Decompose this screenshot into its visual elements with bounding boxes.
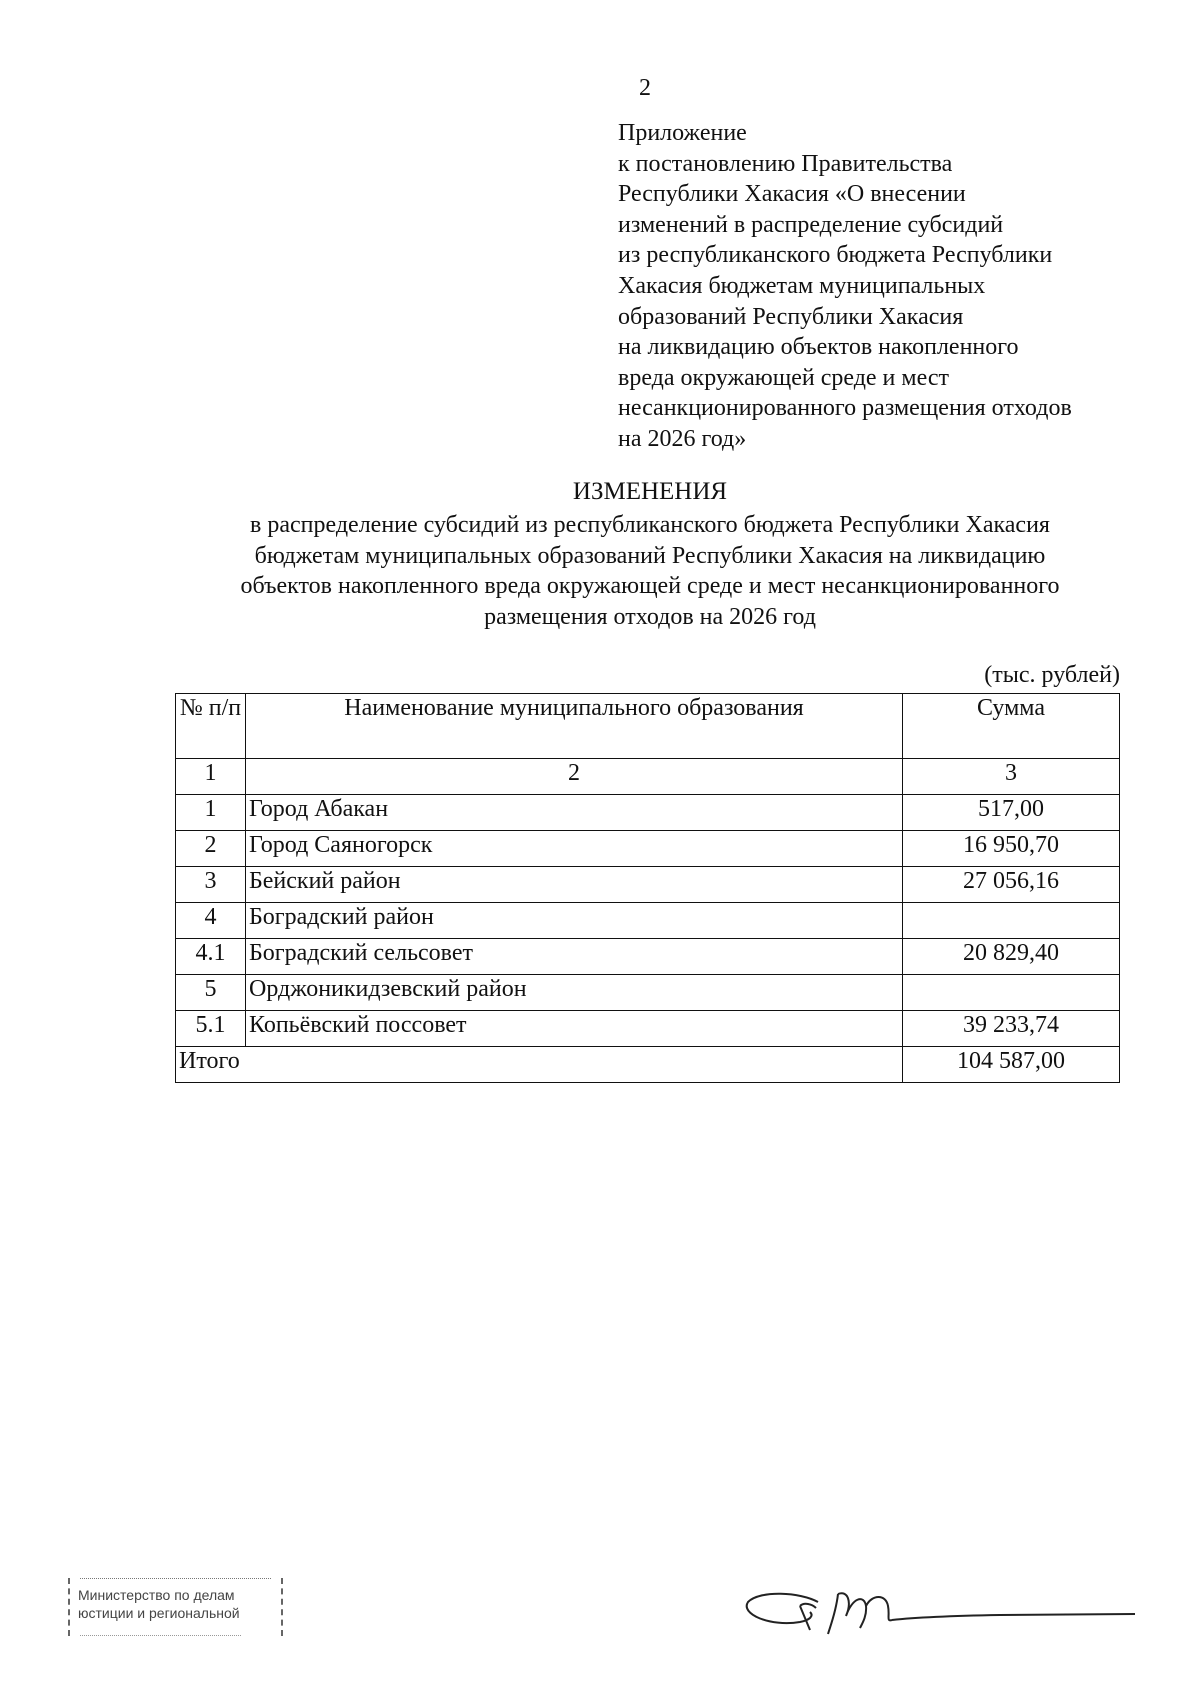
appendix-line: из республиканского бюджета Республики: [618, 242, 1053, 269]
document-subtitle: [180, 510, 1120, 632]
stamp-line: Министерство по делам: [78, 1587, 235, 1603]
column-number: 2: [246, 759, 903, 795]
total-sum: 104 587,00: [903, 1047, 1120, 1083]
subtitle-line: объектов накопленного вреда окружающей среде и мест несанкционированного: [240, 573, 1060, 599]
table-row: [176, 939, 1120, 975]
subsidy-sum: 20 829,40: [903, 939, 1120, 975]
subtitle-line: размещения отходов на 2026 год: [484, 603, 816, 630]
header-number: № п/п: [176, 694, 246, 759]
appendix-line: Приложение: [618, 120, 747, 146]
appendix-line: изменений в распределение субсидий: [618, 211, 1004, 238]
subtitle-line: бюджетам муниципальных образований Республики Хакасия на ликвидацию: [254, 542, 1046, 569]
appendix-line: на 2026 год»: [618, 425, 747, 452]
row-number: 2: [176, 831, 246, 867]
table-row: [176, 831, 1120, 867]
table-row: [176, 903, 1120, 939]
municipality-name: Копьёвский поссовет: [246, 1011, 903, 1047]
row-number: 5.1: [176, 1011, 246, 1047]
stamp-line: юстиции и региональной: [78, 1605, 240, 1621]
subsidy-sum: 517,00: [903, 795, 1120, 831]
municipality-name: Боградский сельсовет: [246, 939, 903, 975]
signature: [740, 1572, 1140, 1642]
table-row: [176, 795, 1120, 831]
row-number: 1: [176, 795, 246, 831]
column-number: 1: [176, 759, 246, 795]
registration-stamp: [68, 1578, 283, 1636]
appendix-line: к постановлению Правительства: [618, 150, 953, 177]
row-number: 4: [176, 903, 246, 939]
subsidy-sum: [903, 903, 1120, 939]
table-row: [176, 1011, 1120, 1047]
units-label: (тыс. рублей): [984, 662, 1120, 688]
subsidy-sum: 39 233,74: [903, 1011, 1120, 1047]
subtitle-line: в распределение субсидий из республиканского бюджета Республики Хакасия: [250, 512, 1050, 538]
municipality-name: Орджоникидзевский район: [246, 975, 903, 1011]
municipality-name: Бейский район: [246, 867, 903, 903]
municipality-name: Город Саяногорск: [246, 831, 903, 867]
table-header-row: [176, 694, 1120, 759]
subsidy-sum: 16 950,70: [903, 831, 1120, 867]
table-row: [176, 867, 1120, 903]
table-total-row: [176, 1047, 1120, 1083]
appendix-line: образований Республики Хакасия: [618, 303, 964, 330]
table-row: [176, 975, 1120, 1011]
column-number-row: [176, 759, 1120, 795]
page-number: 2: [639, 75, 651, 101]
row-number: 4.1: [176, 939, 246, 975]
subsidy-sum: 27 056,16: [903, 867, 1120, 903]
subsidy-sum: [903, 975, 1120, 1011]
municipality-name: Город Абакан: [246, 795, 903, 831]
appendix-line: Хакасия бюджетам муниципальных: [618, 272, 986, 299]
appendix-header: [618, 118, 1138, 455]
header-name: Наименование муниципального образования: [246, 694, 903, 759]
subsidy-table: [175, 693, 1120, 1083]
appendix-line: Республики Хакасия «О внесении: [618, 181, 966, 208]
appendix-line: несанкционированного размещения отходов: [618, 395, 1072, 422]
appendix-line: на ликвидацию объектов накопленного: [618, 334, 1019, 361]
appendix-line: вреда окружающей среде и мест: [618, 364, 949, 391]
document-title: ИЗМЕНЕНИЯ: [572, 478, 728, 505]
column-number: 3: [903, 759, 1120, 795]
header-sum: Сумма: [903, 694, 1120, 759]
row-number: 3: [176, 867, 246, 903]
row-number: 5: [176, 975, 246, 1011]
total-label: Итого: [176, 1047, 903, 1083]
municipality-name: Боградский район: [246, 903, 903, 939]
